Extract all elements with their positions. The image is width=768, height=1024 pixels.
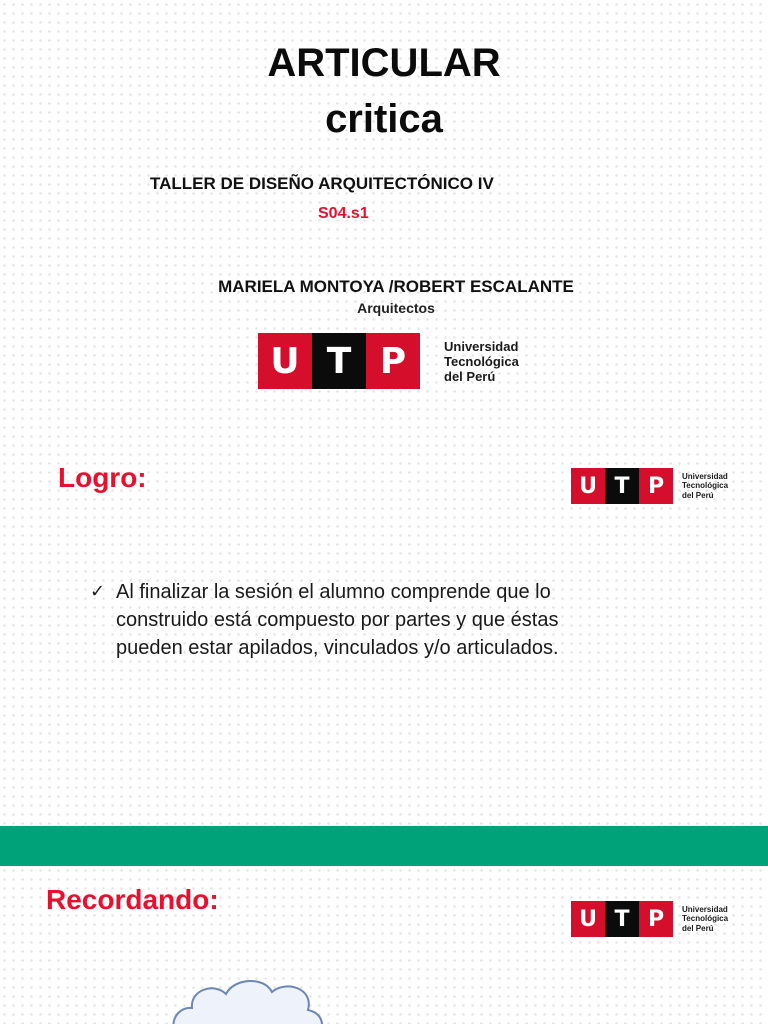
utp-wordmark [682, 905, 728, 934]
utp-logo-small [571, 901, 728, 937]
check-icon: ✓ [90, 581, 106, 602]
utp-logo-small [571, 468, 728, 504]
cover-slide [0, 0, 768, 432]
logo-letter-t: T [605, 901, 639, 937]
wordmark-line-1: Universidad [682, 904, 728, 914]
cover-title-line-1: ARTICULAR [267, 41, 501, 85]
logo-letter-p: P [639, 901, 673, 937]
wordmark-line-3: del Perú [682, 490, 714, 500]
course-name: TALLER DE DISEÑO ARQUITECTÓNICO IV [150, 174, 494, 193]
session-code: S04.s1 [318, 205, 369, 222]
logo-letter-u: U [571, 468, 605, 504]
logo-letter-t: T [312, 333, 366, 389]
utp-wordmark [682, 472, 728, 501]
wordmark-line-1: Universidad [444, 338, 519, 354]
authors: MARIELA MONTOYA /ROBERT ESCALANTE [218, 277, 574, 296]
logro-heading: Logro: [58, 462, 147, 493]
logo-letter-t: T [605, 468, 639, 504]
logro-bullet-text: Al finalizar la sesión el alumno comprende que lo construido está compuesto por partes y que éstas pueden estar apilados, vinculados y/o articulados. [116, 581, 559, 659]
wordmark-line-2: Tecnológica [682, 481, 729, 491]
logro-bullet [90, 578, 616, 662]
wordmark-line-3: del Perú [682, 923, 714, 933]
utp-logo [258, 333, 519, 389]
wordmark-line-2: Tecnológica [444, 353, 519, 369]
logo-letter-p: P [639, 468, 673, 504]
cover-title-line-2: critica [325, 97, 443, 141]
recordando-heading: Recordando: [46, 884, 219, 915]
wordmark-line-2: Tecnológica [682, 914, 729, 924]
wordmark-line-3: del Perú [444, 368, 496, 384]
utp-logo-blocks [258, 333, 420, 389]
slide-separator-band [0, 826, 768, 866]
logo-letter-u: U [571, 901, 605, 937]
logo-letter-p: P [366, 333, 420, 389]
utp-logo-blocks [571, 468, 673, 504]
authors-role: Arquitectos [357, 300, 435, 316]
utp-logo-blocks [571, 901, 673, 937]
utp-wordmark [444, 339, 519, 384]
wordmark-line-1: Universidad [682, 471, 728, 481]
cloud-icon [172, 974, 324, 1024]
logo-letter-u: U [258, 333, 312, 389]
